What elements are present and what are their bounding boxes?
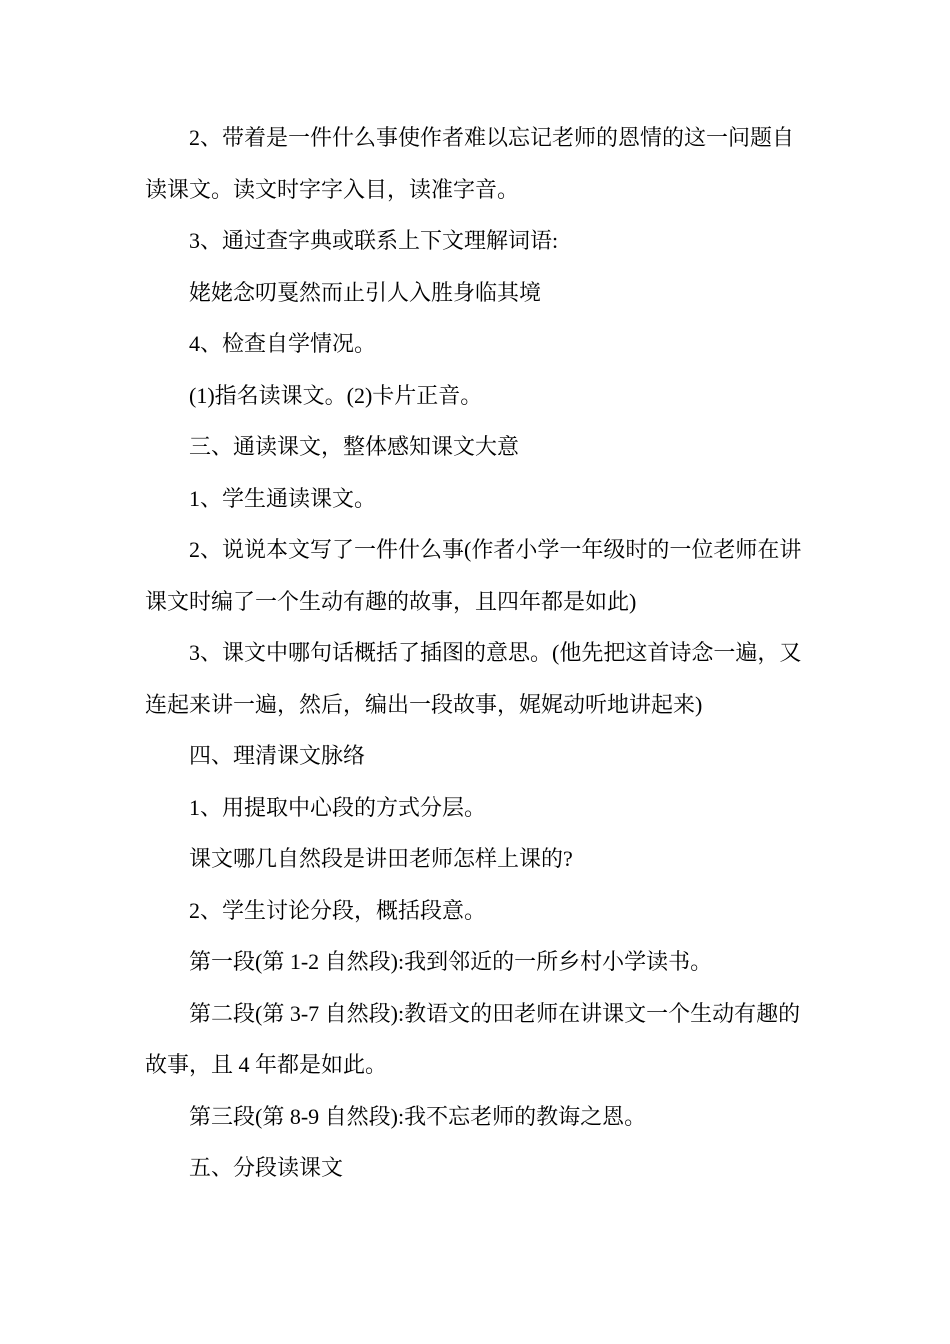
- paragraph-5: (1)指名读课文。(2)卡片正音。: [189, 382, 483, 408]
- paragraph-4: 4、检查自学情况。: [189, 331, 377, 356]
- paragraph-13: 2、学生讨论分段，概括段意。: [189, 897, 487, 923]
- paragraph-14: 第一段(第 1-2 自然段):我到邻近的一所乡村小学读书。: [189, 949, 713, 974]
- document-body: [145, 112, 805, 1194]
- paragraph-11: 1、用提取中心段的方式分层。: [189, 794, 487, 820]
- paragraph-12: 课文哪几自然段是讲田老师怎样上课的?: [189, 846, 573, 871]
- paragraph-3: 姥姥念叨戛然而止引人入胜身临其境: [189, 279, 542, 305]
- paragraph-16: 第三段(第 8-9 自然段):我不忘老师的教诲之恩。: [189, 1103, 647, 1129]
- paragraph-8: 2、说说本文写了一件什么事(作者小学一年级时的一位老师在讲课文时编了一个生动有趣的故事，且四年都是如此): [145, 537, 802, 614]
- paragraph-9: 3、课文中哪句话概括了插图的意思。(他先把这首诗念一遍，又连起来讲一遍，然后，编出一段故事，娓娓动听地讲起来): [145, 640, 802, 717]
- section-heading-3: 三、通读课文，整体感知课文大意: [189, 434, 520, 459]
- paragraph-2: 3、通过查字典或联系上下文理解词语:: [189, 228, 559, 253]
- section-heading-5: 五、分段读课文: [189, 1155, 344, 1180]
- section-heading-4: 四、理清课文脉络: [189, 743, 366, 768]
- paragraph-15: 第二段(第 3-7 自然段):教语文的田老师在讲课文一个生动有趣的故事，且 4 年都是如此。: [145, 1000, 801, 1077]
- paragraph-1: 2、带着是一件什么事使作者难以忘记老师的恩情的这一问题自读课文。读文时字字入目，读准字音。: [145, 125, 795, 202]
- paragraph-7: 1、学生通读课文。: [189, 485, 377, 511]
